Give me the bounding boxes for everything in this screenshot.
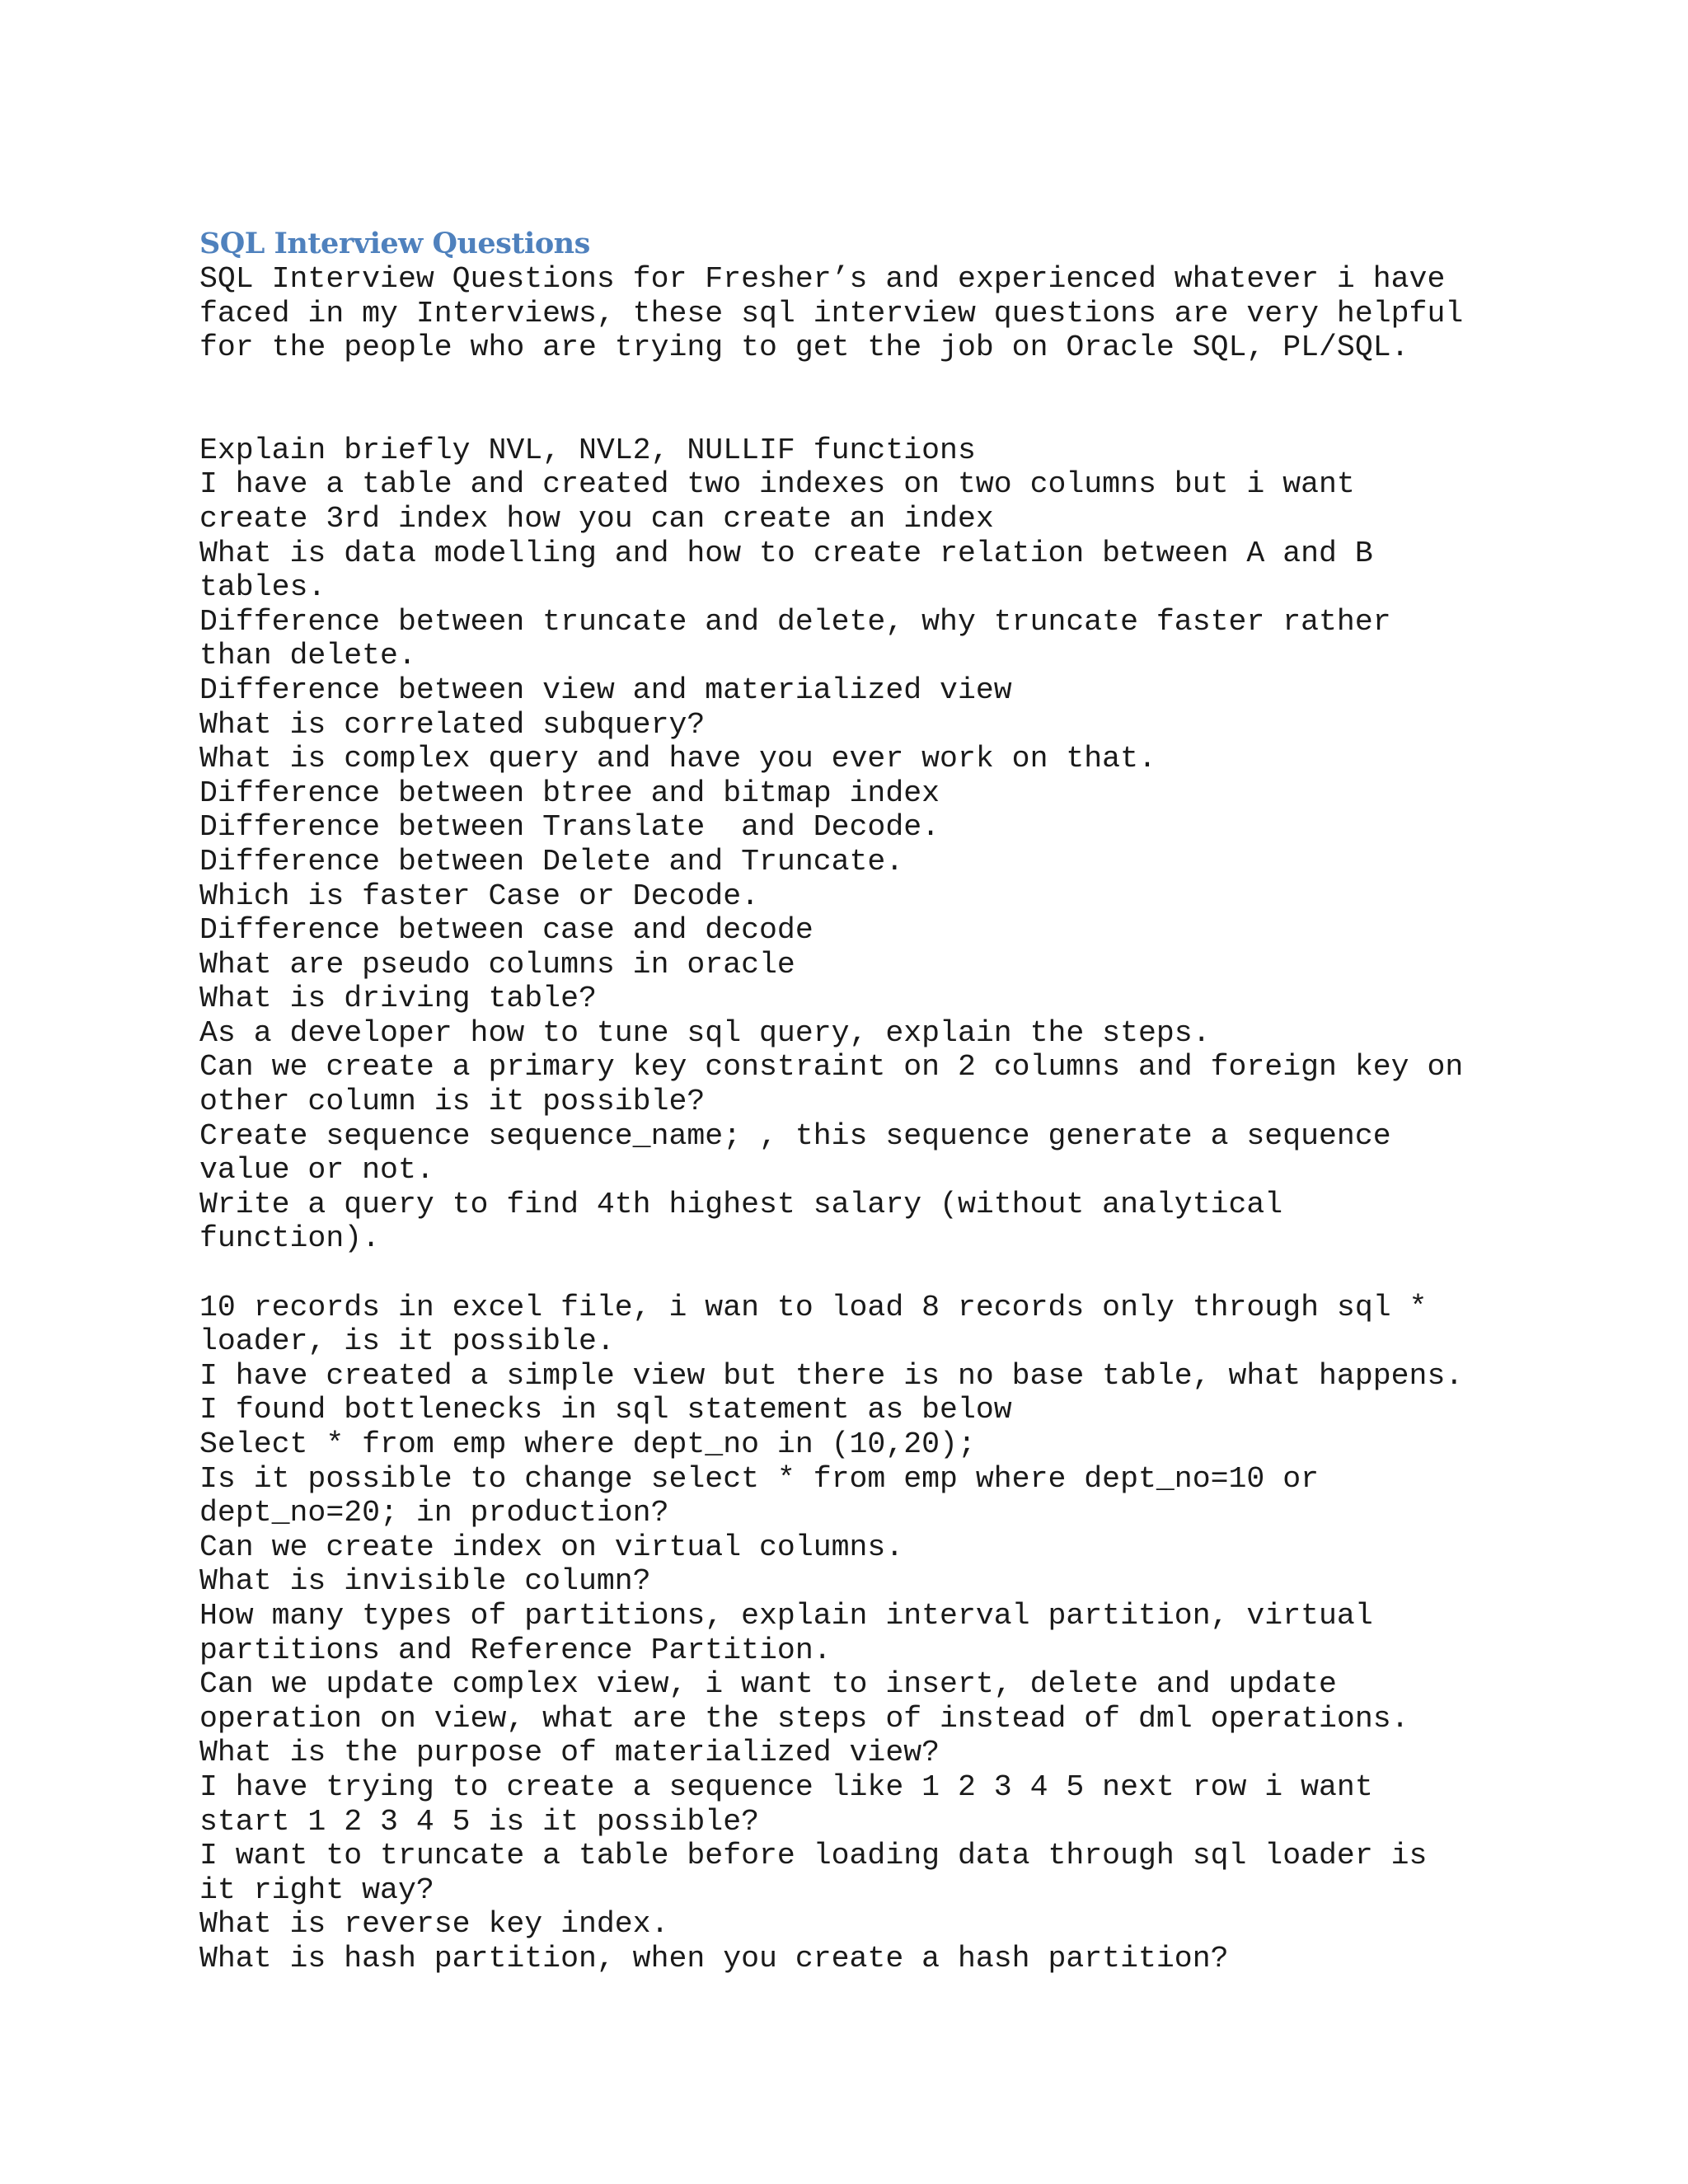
question-line: I have trying to create a sequence like 1 2 3 4 5 next row i want (199, 1769, 1373, 1804)
question-line: Difference between Translate and Decode. (199, 810, 940, 845)
question-line: dept_no=20; in production? (199, 1496, 669, 1530)
question-line: I have created a simple view but there is no base table, what happens. (199, 1358, 1464, 1393)
question-line: than delete. (199, 639, 416, 673)
question-line: What is the purpose of materialized view? (199, 1736, 940, 1770)
question-line: value or not. (199, 1153, 434, 1188)
question-line: What is hash partition, when you create a hash partition? (199, 1941, 1229, 1975)
question-line: Difference between Delete and Truncate. (199, 844, 904, 879)
question-line: Difference between view and materialized view (199, 673, 1012, 707)
question-line: operation on view, what are the steps of instead of dml operations. (199, 1701, 1409, 1736)
question-line: Write a query to find 4th highest salary (without analytical (199, 1187, 1283, 1221)
question-line: Difference between truncate and delete, why truncate faster rather (199, 604, 1391, 639)
question-line: Can we create index on virtual columns. (199, 1530, 904, 1564)
intro-line: faced in my Interviews, these sql interview questions are very helpful (199, 296, 1464, 330)
question-line: What is correlated subquery? (199, 707, 706, 742)
question-line: loader, is it possible. (199, 1324, 615, 1359)
question-line: As a developer how to tune sql query, explain the steps. (199, 1015, 1211, 1050)
question-line: Explain briefly NVL, NVL2, NULLIF functions (199, 433, 976, 467)
question-line: Select * from emp where dept_no in (10,20); (199, 1427, 976, 1461)
intro-paragraph (199, 262, 1518, 365)
question-line: it right way? (199, 1872, 434, 1907)
question-line: What is reverse key index. (199, 1907, 669, 1942)
paragraph-gap (199, 1256, 1518, 1291)
question-line: function). (199, 1221, 381, 1256)
question-line: create 3rd index how you can create an index (199, 501, 994, 536)
question-line: Can we update complex view, i want to insert, delete and update (199, 1667, 1337, 1702)
question-line: I want to truncate a table before loading data through sql loader is (199, 1839, 1428, 1873)
question-line: What is complex query and have you ever work on that. (199, 742, 1156, 776)
question-line: I found bottlenecks in sql statement as below (199, 1393, 1012, 1427)
question-line: Create sequence sequence_name; , this sequence generate a sequence (199, 1118, 1391, 1153)
question-line: What is data modelling and how to create relation between A and B (199, 536, 1373, 570)
question-line: I have a table and created two indexes on two columns but i want (199, 467, 1355, 502)
intro-line: SQL Interview Questions for Fresher’s and experienced whatever i have (199, 262, 1446, 296)
question-line: 10 records in excel file, i wan to load 8 records only through sql * (199, 1290, 1428, 1324)
question-line: tables. (199, 570, 326, 605)
document-body (199, 224, 1518, 1976)
question-list-part-2 (199, 1291, 1518, 1976)
question-line: other column is it possible? (199, 1085, 706, 1119)
question-line: What are pseudo columns in oracle (199, 947, 795, 982)
question-line: Difference between case and decode (199, 913, 814, 948)
page-title: SQL Interview Questions (199, 227, 590, 260)
question-line: Which is faster Case or Decode. (199, 879, 760, 913)
question-line: How many types of partitions, explain interval partition, virtual (199, 1598, 1373, 1633)
question-line: What is driving table? (199, 982, 597, 1016)
question-line: What is invisible column? (199, 1564, 651, 1599)
question-line: partitions and Reference Partition. (199, 1633, 832, 1667)
question-line: Difference between btree and bitmap index (199, 776, 940, 810)
paragraph-gap (199, 365, 1518, 434)
question-line: Can we create a primary key constraint on 2 columns and foreign key on (199, 1050, 1464, 1085)
question-list-part-1 (199, 434, 1518, 1256)
question-line: Is it possible to change select * from emp where dept_no=10 or (199, 1461, 1320, 1496)
question-line: start 1 2 3 4 5 is it possible? (199, 1804, 760, 1839)
intro-line: for the people who are trying to get the job on Oracle SQL, PL/SQL. (199, 330, 1409, 365)
